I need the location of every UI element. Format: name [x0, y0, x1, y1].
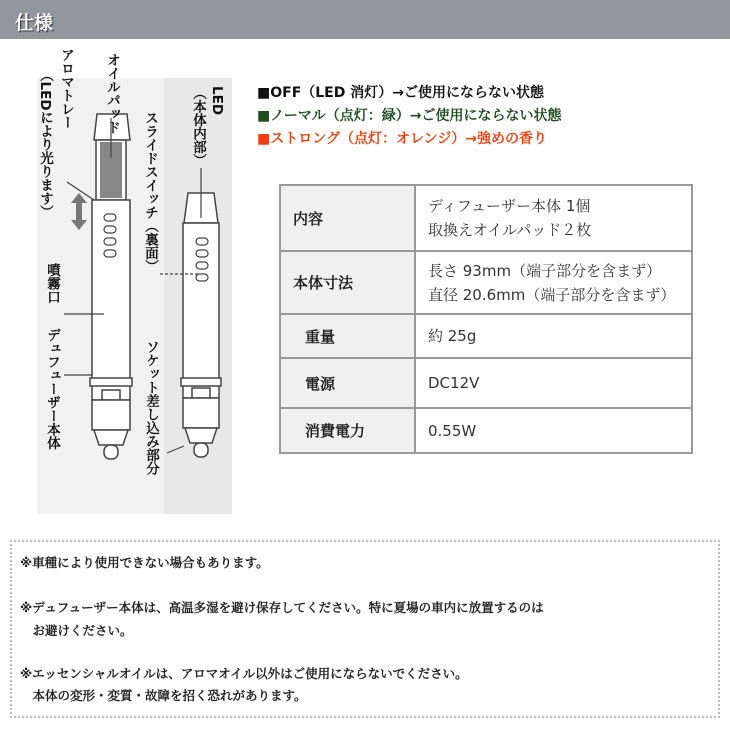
- legend-strong: ■ストロング（点灯：オレンジ）→強めの香り: [257, 131, 547, 147]
- table-row: [280, 408, 692, 453]
- spec-value: 0.55W: [415, 408, 692, 453]
- spec-value: 約 25g: [415, 314, 692, 358]
- table-row: [280, 185, 692, 251]
- spec-value: [415, 251, 692, 314]
- section-title: 仕様: [15, 12, 54, 34]
- spec-label: 重量: [280, 314, 415, 358]
- spec-label: 消費電力: [280, 408, 415, 453]
- spec-label: 本体寸法: [280, 251, 415, 314]
- label-oil-pad: オイルパッド: [104, 53, 120, 134]
- note-text: ※エッセンシャルオイルは、アロマオイル以外はご使用にならないでください。: [20, 666, 468, 681]
- led-mode-legend: [257, 82, 562, 151]
- table-row: [280, 358, 692, 408]
- spec-value: [415, 185, 692, 251]
- note-text: ※車種により使用できない場合もあります。: [20, 555, 269, 570]
- label-aroma-tray-note: （LEDにより光ります）: [37, 68, 53, 219]
- spec-value: DC12V: [415, 358, 692, 408]
- spec-label: 電源: [280, 358, 415, 408]
- note-text: ※デュフューザー本体は、高温多湿を避け保存してください。特に夏場の車内に放置するのは: [20, 600, 544, 615]
- spec-table: [279, 184, 693, 454]
- double-arrow-icon: [71, 193, 87, 230]
- product-diagram: [37, 48, 232, 514]
- note-text: お避けください。: [20, 623, 133, 638]
- label-slide-switch: スライドスイッチ（裏面）: [142, 111, 158, 273]
- spec-line: 直径 20.6mm（端子部分を含まず）: [428, 285, 676, 304]
- legend-normal: ■ノーマル（点灯：緑）→ご使用にならない状態: [257, 108, 562, 124]
- label-led-note: （本体内部）: [190, 86, 206, 167]
- label-aroma-tray: アロマトレー: [58, 48, 74, 129]
- label-nozzle: 噴霧口: [44, 263, 60, 304]
- table-row: [280, 251, 692, 314]
- legend-off: ■OFF（LED 消灯）→ご使用にならない状態: [257, 85, 544, 101]
- table-row: [280, 314, 692, 358]
- spec-line: ディフューザー本体 1個: [428, 197, 591, 215]
- spec-line: 長さ 93mm（端子部分を含まず）: [428, 261, 662, 280]
- label-led: LED: [209, 86, 225, 116]
- label-socket: ソケット差し込み部分: [143, 340, 159, 475]
- spec-line: 取換えオイルパッド２枚: [428, 221, 592, 239]
- note-text: 本体の変形・変質・故障を招く恐れがあります。: [20, 688, 307, 703]
- section-header: [0, 0, 730, 39]
- notes-box: [10, 540, 720, 718]
- spec-label: 内容: [280, 185, 415, 251]
- label-body: デュフューザー本体: [44, 328, 60, 450]
